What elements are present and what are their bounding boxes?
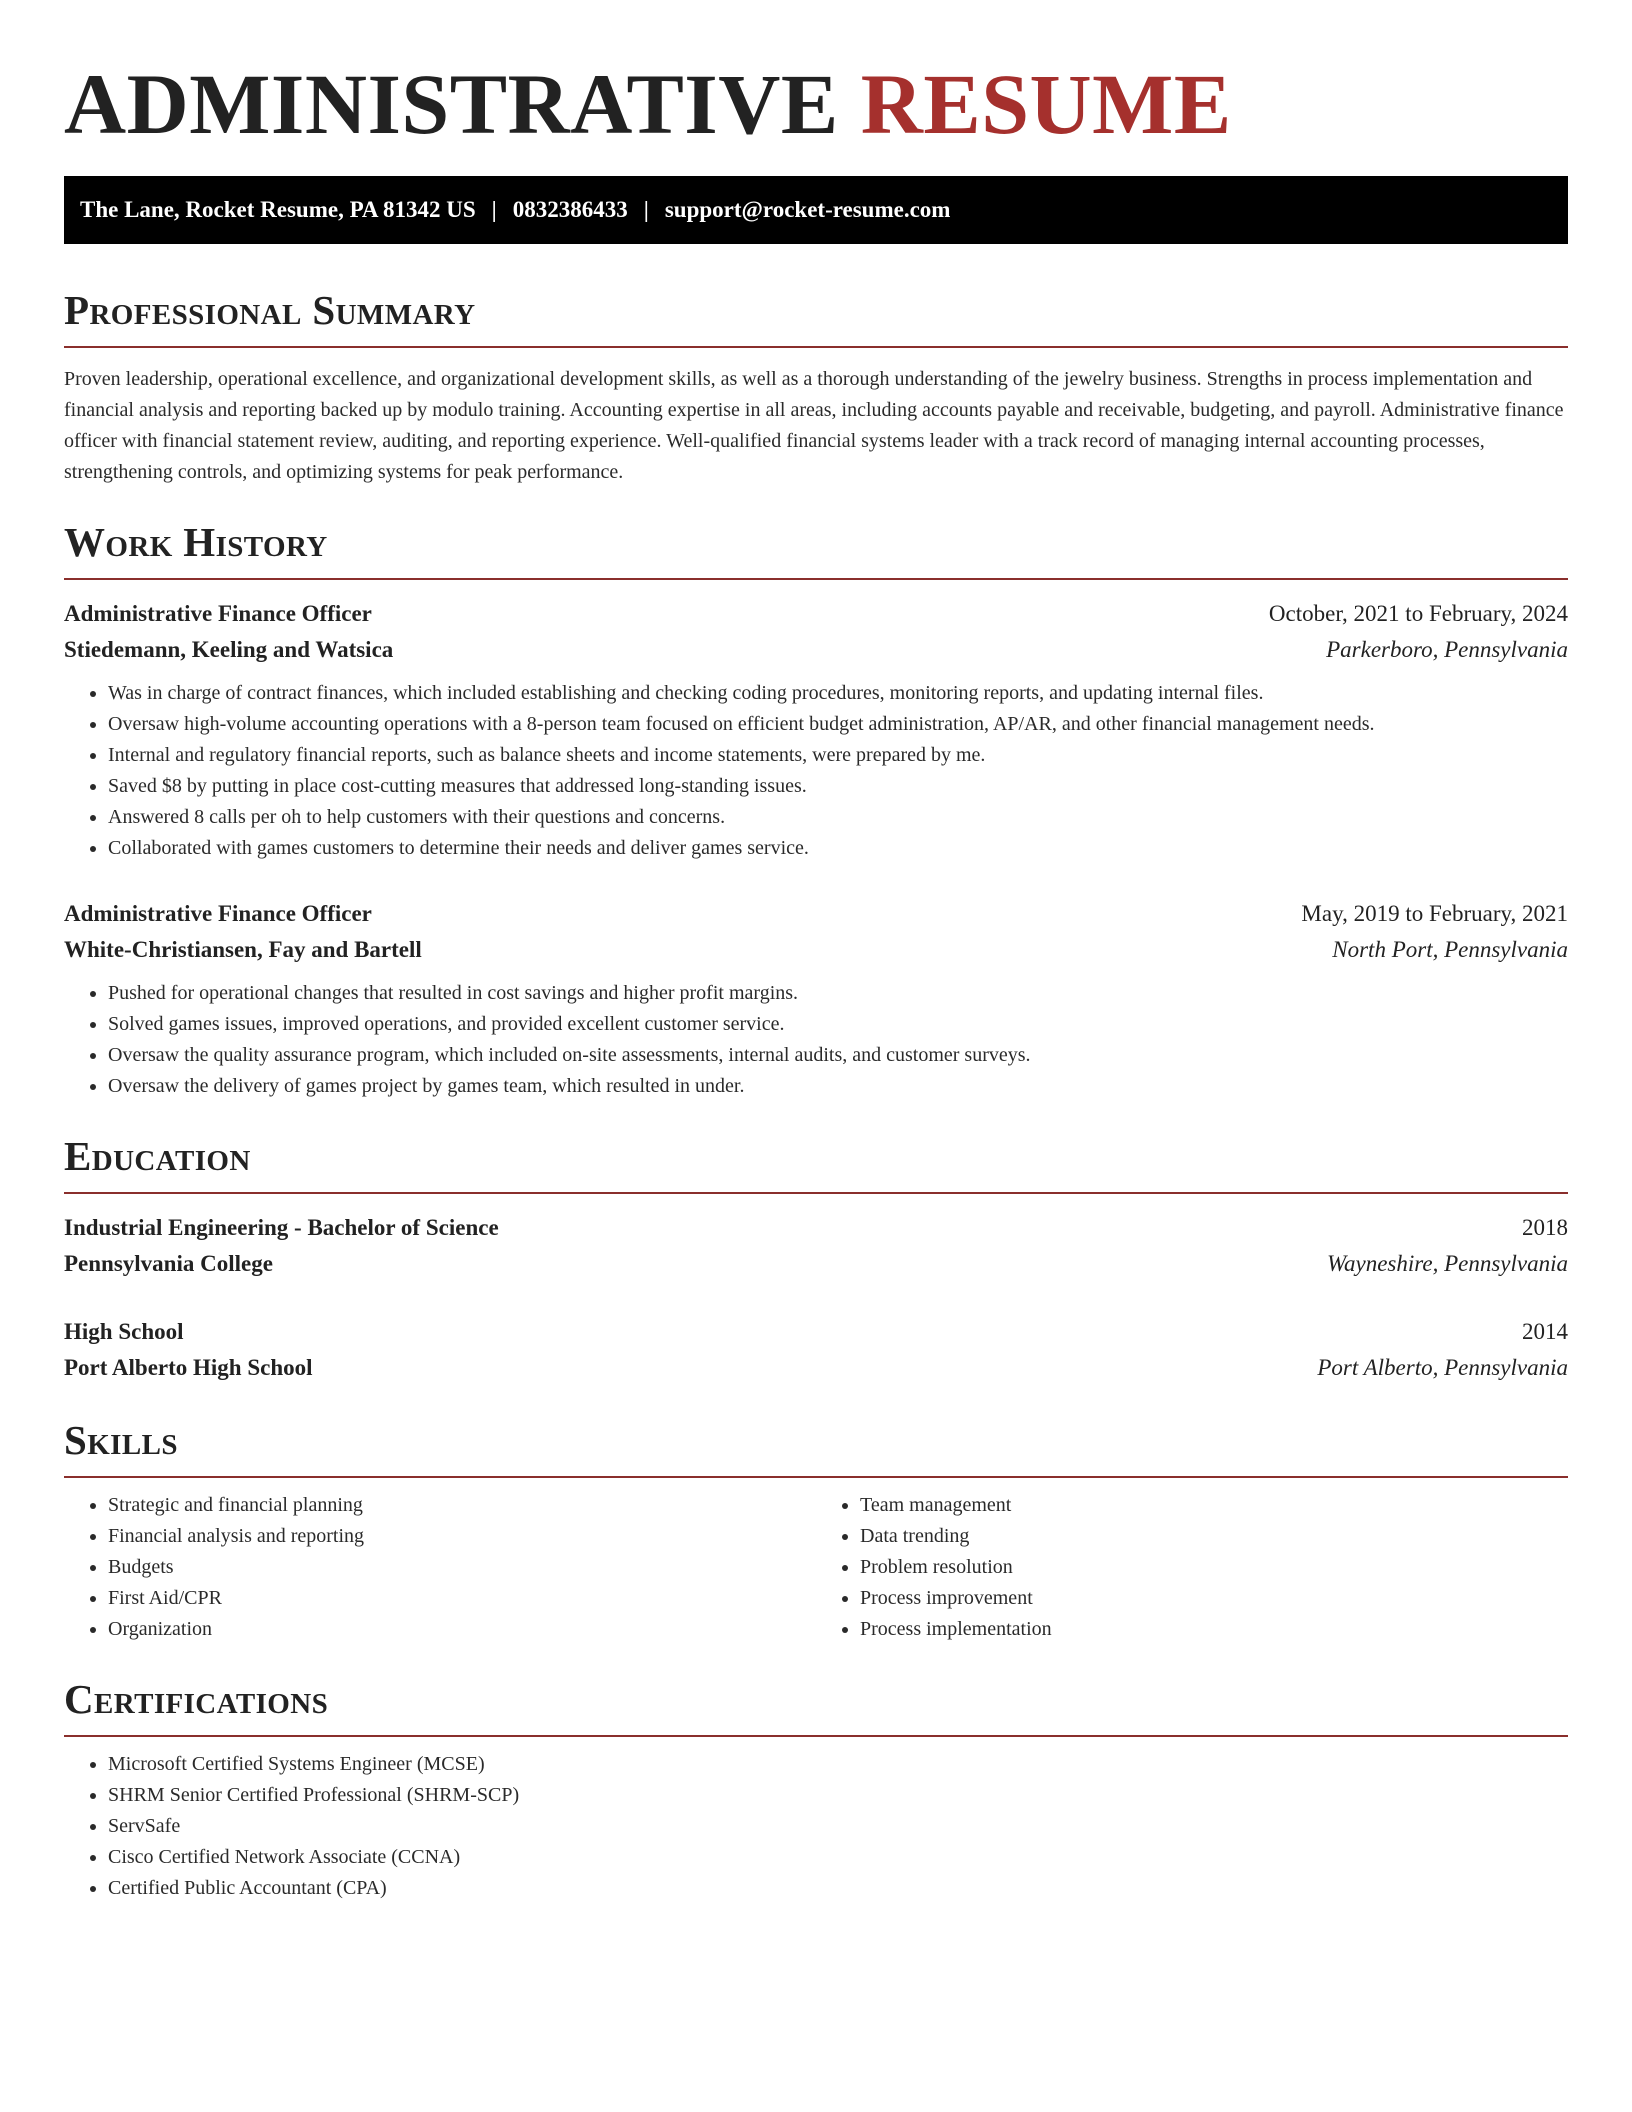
- list-item: • Saved $8 by putting in place cost-cutting measures that addressed long-standing issues.: [108, 771, 1568, 802]
- list-item: • Pushed for operational changes that resulted in cost savings and higher profit margins.: [108, 978, 1568, 1009]
- list-item: • Oversaw the quality assurance program, which included on-site assessments, internal audits, and customer surveys.: [108, 1040, 1568, 1071]
- section-heading: Work History: [64, 519, 328, 565]
- education-school-row: [64, 1350, 1568, 1386]
- summary-section: [64, 286, 1568, 488]
- certifications-section: [64, 1675, 1568, 1904]
- list-item: • Data trending: [860, 1521, 1568, 1552]
- list-item: • Collaborated with games customers to determine their needs and deliver games service.: [108, 833, 1568, 864]
- summary-text: Proven leadership, operational excellence, and organizational development skills, as well as a thorough understanding of the jewelry business. Strengths in process implementation and financial analysis and reporting backed up by modulo training. Accounting expertise in all areas, including accounts payable and receivable, budgeting, and payroll. Administrative finance officer with financial statement review, auditing, and reporting experience. Well-qualified financial systems leader with a track record of managing internal accounting processes, strengthening controls, and optimizing systems for peak performance.: [64, 368, 1564, 483]
- list-item: • Process implementation: [860, 1614, 1568, 1645]
- section-heading: Skills: [64, 1417, 178, 1463]
- list-item: • Answered 8 calls per oh to help customers with their questions and concerns.: [108, 802, 1568, 833]
- work-history-section: [64, 518, 1568, 1102]
- education-year: 2018: [1522, 1215, 1568, 1240]
- contact-separator: |: [643, 197, 649, 222]
- education-year: 2014: [1522, 1319, 1568, 1344]
- certifications-list: [64, 1749, 1568, 1904]
- list-item: • Financial analysis and reporting: [108, 1521, 816, 1552]
- title-main: ADMINISTRATIVE: [64, 56, 839, 152]
- job-title: Administrative Finance Officer: [64, 901, 372, 926]
- education-degree-row: [64, 1314, 1568, 1350]
- education-school-row: [64, 1246, 1568, 1282]
- skills-section: [64, 1416, 1568, 1645]
- education-school: Pennsylvania College: [64, 1251, 273, 1276]
- education-school: Port Alberto High School: [64, 1355, 313, 1380]
- list-item: • Process improvement: [860, 1583, 1568, 1614]
- education-location: Wayneshire, Pennsylvania: [1326, 1251, 1568, 1276]
- section-heading: Certifications: [64, 1676, 329, 1722]
- list-item: • Was in charge of contract finances, which included establishing and checking coding procedures, monitoring reports, and updating internal files.: [108, 678, 1568, 709]
- section-divider: [64, 1476, 1568, 1478]
- section-heading: Professional Summary: [64, 287, 476, 333]
- job-location: Parkerboro, Pennsylvania: [1326, 637, 1568, 662]
- contact-address: The Lane, Rocket Resume, PA 81342 US: [80, 197, 476, 222]
- job-header-row: [64, 896, 1568, 932]
- list-item: • ServSafe: [108, 1811, 1568, 1842]
- job-entry: [64, 896, 1568, 1102]
- contact-separator: |: [491, 197, 497, 222]
- education-section: [64, 1132, 1568, 1386]
- list-item: • Problem resolution: [860, 1552, 1568, 1583]
- job-company-row: [64, 632, 1568, 668]
- list-item: • Oversaw high-volume accounting operations with a 8-person team focused on efficient budget administration, AP/AR, and other financial management needs.: [108, 709, 1568, 740]
- job-company-row: [64, 932, 1568, 968]
- skills-grid: [64, 1490, 1568, 1645]
- list-item: • First Aid/CPR: [108, 1583, 816, 1614]
- list-item: • Budgets: [108, 1552, 816, 1583]
- section-divider: [64, 578, 1568, 580]
- contact-email[interactable]: support@rocket-resume.com: [664, 197, 951, 222]
- list-item: • Cisco Certified Network Associate (CCNA): [108, 1842, 1568, 1873]
- list-item: • Microsoft Certified Systems Engineer (MCSE): [108, 1749, 1568, 1780]
- section-divider: [64, 1735, 1568, 1737]
- job-company: Stiedemann, Keeling and Watsica: [64, 637, 394, 662]
- job-bullets: [64, 978, 1568, 1102]
- section-heading: Education: [64, 1133, 251, 1179]
- job-header-row: [64, 596, 1568, 632]
- section-divider: [64, 346, 1568, 348]
- job-dates: October, 2021 to February, 2024: [1268, 601, 1568, 626]
- education-location: Port Alberto, Pennsylvania: [1317, 1355, 1568, 1380]
- job-dates: May, 2019 to February, 2021: [1301, 901, 1568, 926]
- contact-phone[interactable]: 0832386433: [512, 197, 628, 222]
- job-entry: [64, 596, 1568, 864]
- section-divider: [64, 1192, 1568, 1194]
- job-bullets: [64, 678, 1568, 864]
- skills-list-right: [816, 1490, 1568, 1645]
- contact-bar: [64, 176, 1568, 244]
- education-degree-row: [64, 1210, 1568, 1246]
- list-item: • Solved games issues, improved operations, and provided excellent customer service.: [108, 1009, 1568, 1040]
- list-item: • Organization: [108, 1614, 816, 1645]
- resume-title: [64, 58, 1568, 150]
- job-company: White-Christiansen, Fay and Bartell: [64, 937, 422, 962]
- list-item: • Team management: [860, 1490, 1568, 1521]
- education-degree: High School: [64, 1319, 184, 1344]
- skills-list-left: [64, 1490, 816, 1645]
- list-item: • Certified Public Accountant (CPA): [108, 1873, 1568, 1904]
- job-title: Administrative Finance Officer: [64, 601, 372, 626]
- education-degree: Industrial Engineering - Bachelor of Science: [64, 1215, 499, 1240]
- title-accent: RESUME: [860, 56, 1232, 152]
- education-entry: [64, 1314, 1568, 1386]
- list-item: • Strategic and financial planning: [108, 1490, 816, 1521]
- education-entry: [64, 1210, 1568, 1282]
- list-item: • Internal and regulatory financial reports, such as balance sheets and income statements, were prepared by me.: [108, 740, 1568, 771]
- list-item: • SHRM Senior Certified Professional (SHRM-SCP): [108, 1780, 1568, 1811]
- list-item: • Oversaw the delivery of games project by games team, which resulted in under.: [108, 1071, 1568, 1102]
- job-location: North Port, Pennsylvania: [1332, 937, 1568, 962]
